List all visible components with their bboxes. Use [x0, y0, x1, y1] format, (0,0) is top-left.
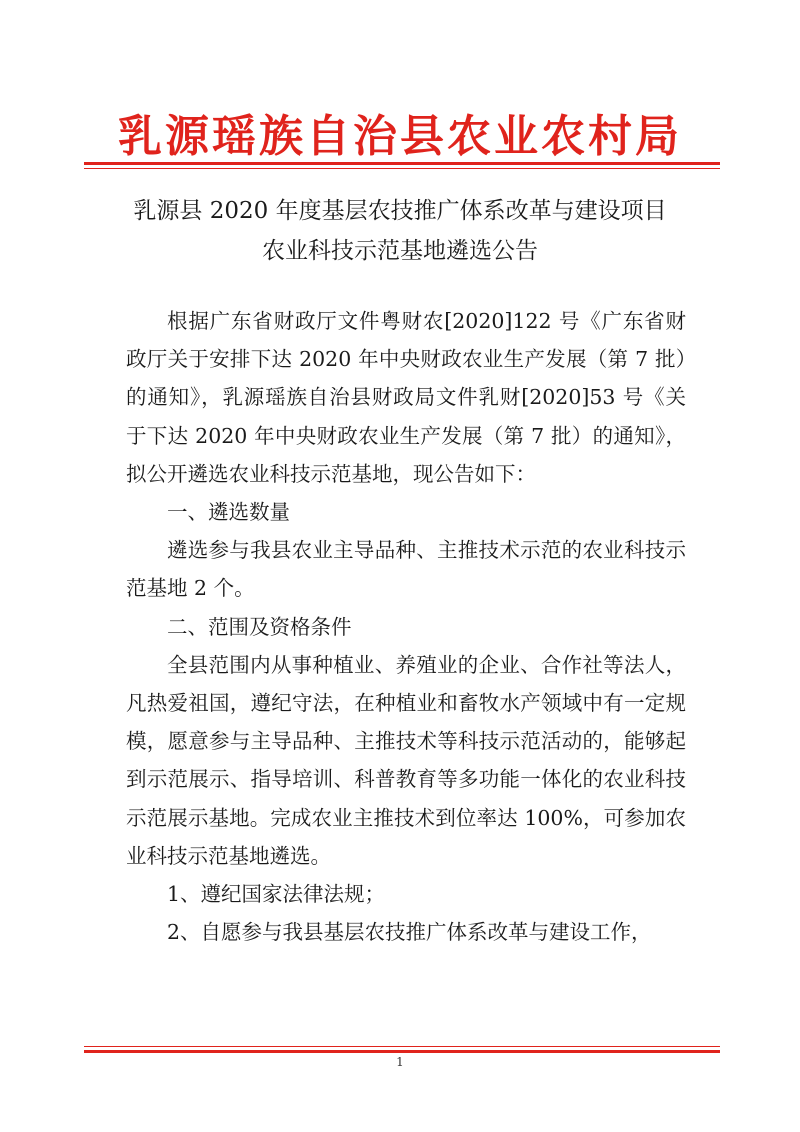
condition-item-1: 1、遵纪国家法律法规； [167, 882, 386, 907]
document-body [126, 302, 686, 951]
condition-item-2: 2、自愿参与我县基层农技推广体系改革与建设工作， [167, 920, 652, 945]
scope-paragraph: 全县范围内从事种植业、养殖业的企业、合作社等法人，凡热爱祖国，遵纪守法，在种植业和畜牧水产领域中有一定规模，愿意参与主导品种、主推技术等科技示范活动的，能够起到示范展示、指导培训、科普教育等多功能一体化的农业科技示范展示基地。完成农业主推技术到位率达 100%，可参加农业科技示范基地遴选。 [126, 652, 686, 868]
intro-paragraph: 根据广东省财政厅文件粤财农[2020]122 号《广东省财政厅关于安排下达 2020 年中央财政农业生产发展（第 7 批）的通知》，乳源瑶族自治县财政局文件乳财[2020]53 号《关于下达 2020 年中央财政农业生产发展（第 7 批）的通知》，拟公开遴选农业科技示范基地，现公告如下： [126, 309, 686, 486]
section-heading-scope: 二、范围及资格条件 [167, 614, 352, 639]
footer-rule-thin [84, 1046, 720, 1047]
organization-header: 乳源瑶族自治县农业农村局 [118, 111, 682, 162]
footer-rule-thick [84, 1050, 720, 1053]
section-heading-quantity: 一、遴选数量 [167, 500, 290, 525]
header-rule-thin [84, 168, 720, 169]
header-rule-thick [84, 162, 720, 165]
document-title-line-2: 农业科技示范基地遴选公告 [262, 238, 538, 264]
document-title-line-1: 乳源县 2020 年度基层农技推广体系改革与建设项目 [133, 198, 667, 224]
page-number: 1 [396, 1055, 404, 1069]
quantity-paragraph: 遴选参与我县农业主导品种、主推技术示范的农业科技示范基地 2 个。 [126, 538, 686, 601]
